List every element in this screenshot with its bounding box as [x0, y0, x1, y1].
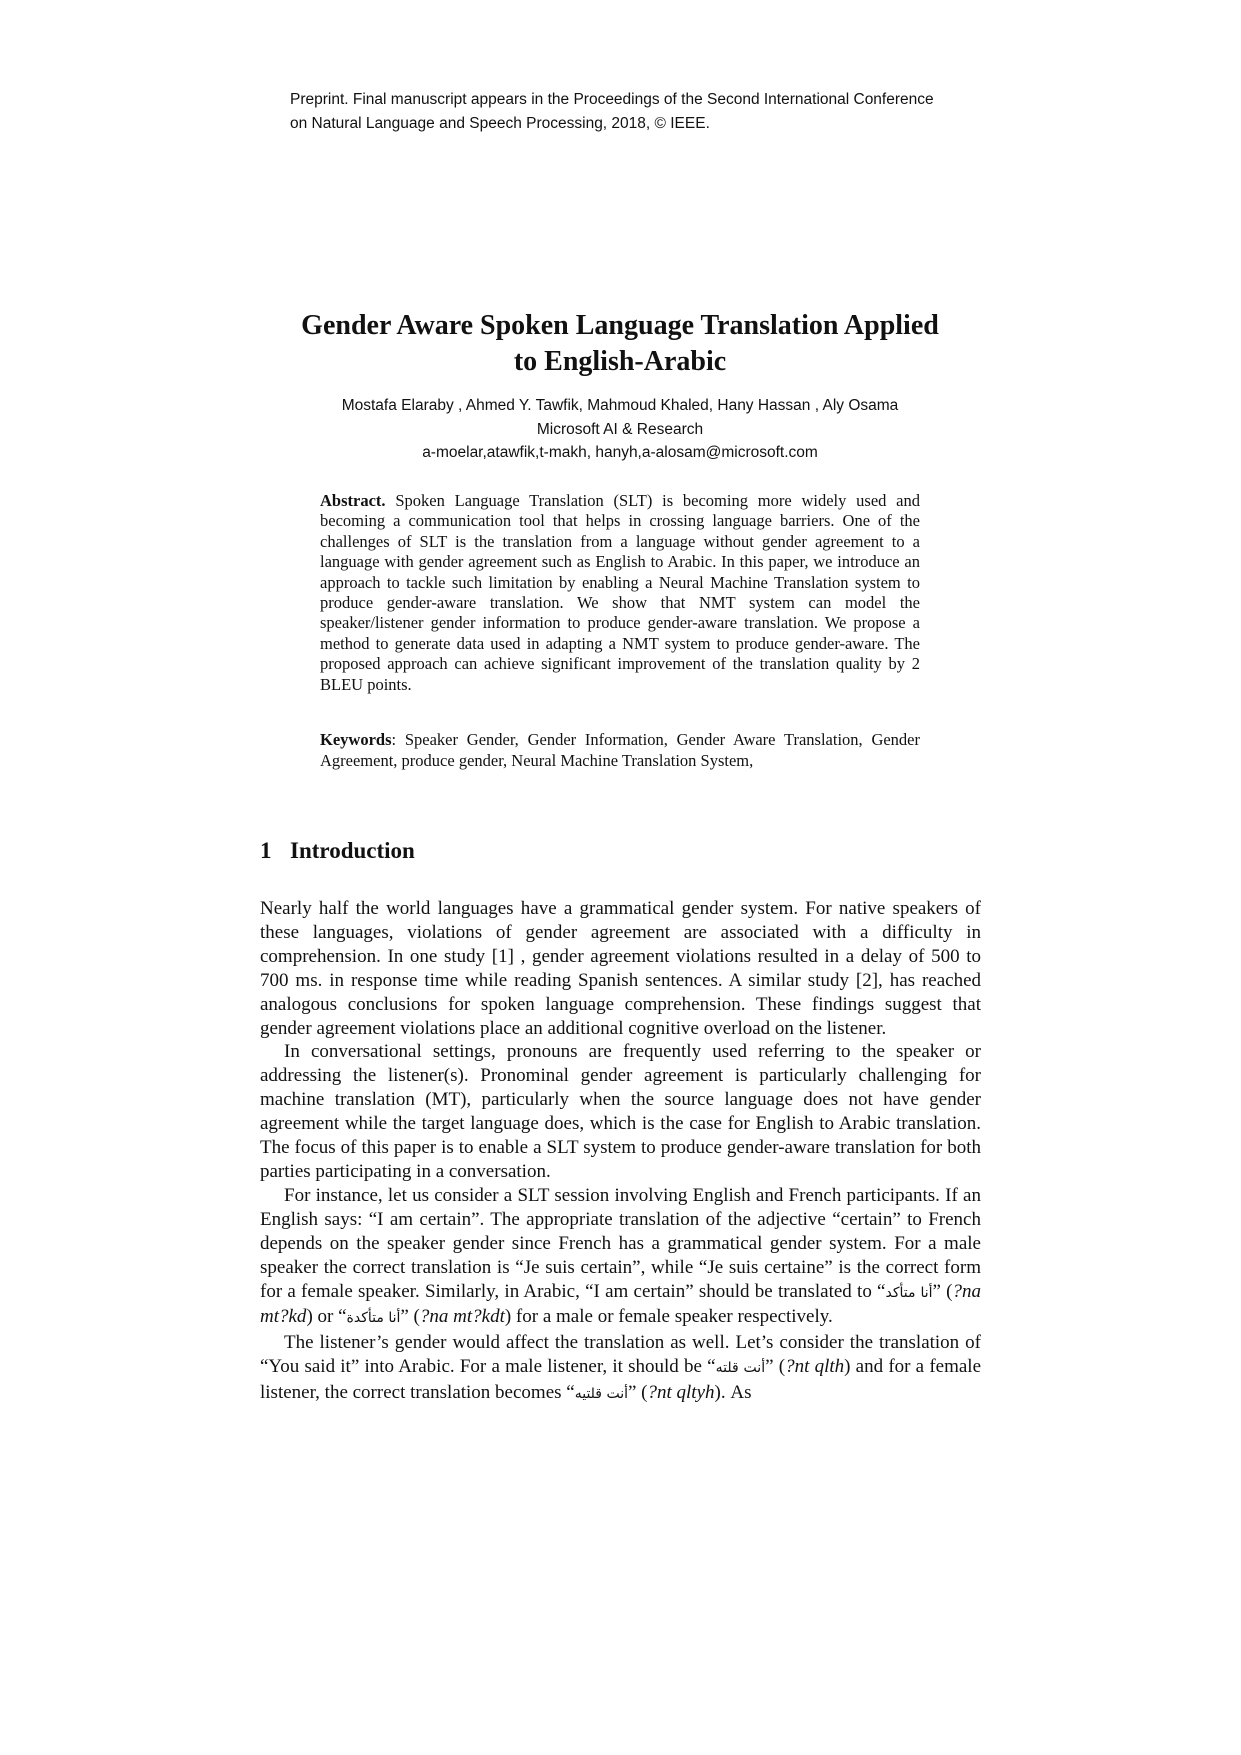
arabic-phrase-female-said: أنت قلتيه [574, 1386, 628, 1403]
transliteration-female-said: ?nt qltyh [647, 1382, 715, 1404]
keywords [320, 729, 920, 771]
arabic-phrase-male-said: أنت قلته [715, 1360, 766, 1377]
intro-paragraph-2: In conversational settings, pronouns are frequently used referring to the speaker or addressing the listener(s). Pronominal gender agreement is particularly challenging for machine translation (MT), particularly when the source language does not have gender agreement while the target language does, which is the case for English to Arabic translation. The focus of this paper is to enable a SLT system to produce gender-aware translation for both parties participating in a conversation. [260, 1041, 981, 1182]
preprint-line-2: on Natural Language and Speech Processing, 2018, © IEEE. [290, 115, 710, 132]
title-line-2: to English-Arabic [513, 346, 727, 377]
abstract [320, 491, 920, 695]
section-heading [260, 836, 860, 866]
arabic-phrase-male-certain: أنا متأكد [885, 1284, 933, 1301]
transliteration-male-certain: ?na mt?kd [260, 1280, 981, 1328]
preprint-notice [290, 88, 1010, 136]
intro-paragraph-3: For instance, let us consider a SLT session involving English and French participants. If an English says: “I am certain”. The appropriate translation of the adjective “certain” to French depends on the speaker gender since French has a grammatical gender system. For a male speaker the correct translation is “Je suis certain”, while “Je suis certaine” is the correct form for a female speaker. Similarly, in Arabic, “I am certain” should be translated to “أنا متأكد” (?na mt?kd) or “أنا متأكدة” (?na mt?kdt) for a male or female speaker respectively. [260, 1184, 981, 1328]
abstract-text: Spoken Language Translation (SLT) is becoming more widely used and becoming a communication tool that helps in crossing language barriers. One of the challenges of SLT is the translation from a language without gender agreement to a language with gender agreement such as English to Arabic. In this paper, we introduce an approach to tackle such limitation by enabling a Neural Machine Translation system to produce gender-aware translation. We show that NMT system can model the speaker/listener gender information to produce gender-aware translation. We propose a method to generate data used in adapting a NMT system to produce gender-aware. The proposed approach can achieve significant improvement of the translation quality by 2 BLEU points. [320, 491, 921, 694]
keywords-label: Keywords [320, 730, 392, 749]
author-emails: a-moelar,atawfik,t-makh, hanyh,a-alosam@microsoft.com [422, 444, 818, 461]
author-block [240, 394, 1000, 465]
transliteration-male-said: ?nt qlth [785, 1356, 845, 1378]
paper-title [240, 308, 1000, 380]
keywords-text: : Speaker Gender, Gender Information, Gender Aware Translation, Gender Agreement, produce gender, Neural Machine Translation System, [320, 730, 920, 770]
author-affiliation: Microsoft AI & Research [536, 420, 704, 438]
intro-paragraph-1: Nearly half the world languages have a grammatical gender system. For native speakers of these languages, violations of gender agreement are associated with a difficulty in comprehension. In one study [1] , gender agreement violations resulted in a delay of 500 to 700 ms. in response time while reading Spanish sentences. A similar study [2], has reached analogous conclusions for spoken language comprehension. These findings suggest that gender agreement violations place an additional cognitive overload on the listener. [260, 898, 981, 1039]
intro-paragraph-4: The listener’s gender would affect the translation as well. Let’s consider the translation of “You said it” into Arabic. For a male listener, it should be “أنت قلته” (?nt qlth) and for a female listener, the correct translation becomes “أنت قلتيه” (?nt qltyh). As [260, 1332, 982, 1404]
section-title: Introduction [290, 838, 415, 863]
arabic-phrase-female-certain: أنا متأكدة [346, 1310, 401, 1327]
transliteration-female-certain: ?na mt?kdt [419, 1306, 505, 1328]
title-line-1: Gender Aware Spoken Language Translation Applied [301, 310, 939, 341]
abstract-label: Abstract. [320, 491, 386, 510]
author-names: Mostafa Elaraby , Ahmed Y. Tawfik, Mahmoud Khaled, Hany Hassan , Aly Osama [341, 397, 899, 414]
introduction-body [260, 897, 981, 1407]
preprint-line-1: Preprint. Final manuscript appears in the Proceedings of the Second International Conference [290, 91, 934, 108]
section-number: 1 [260, 838, 272, 863]
